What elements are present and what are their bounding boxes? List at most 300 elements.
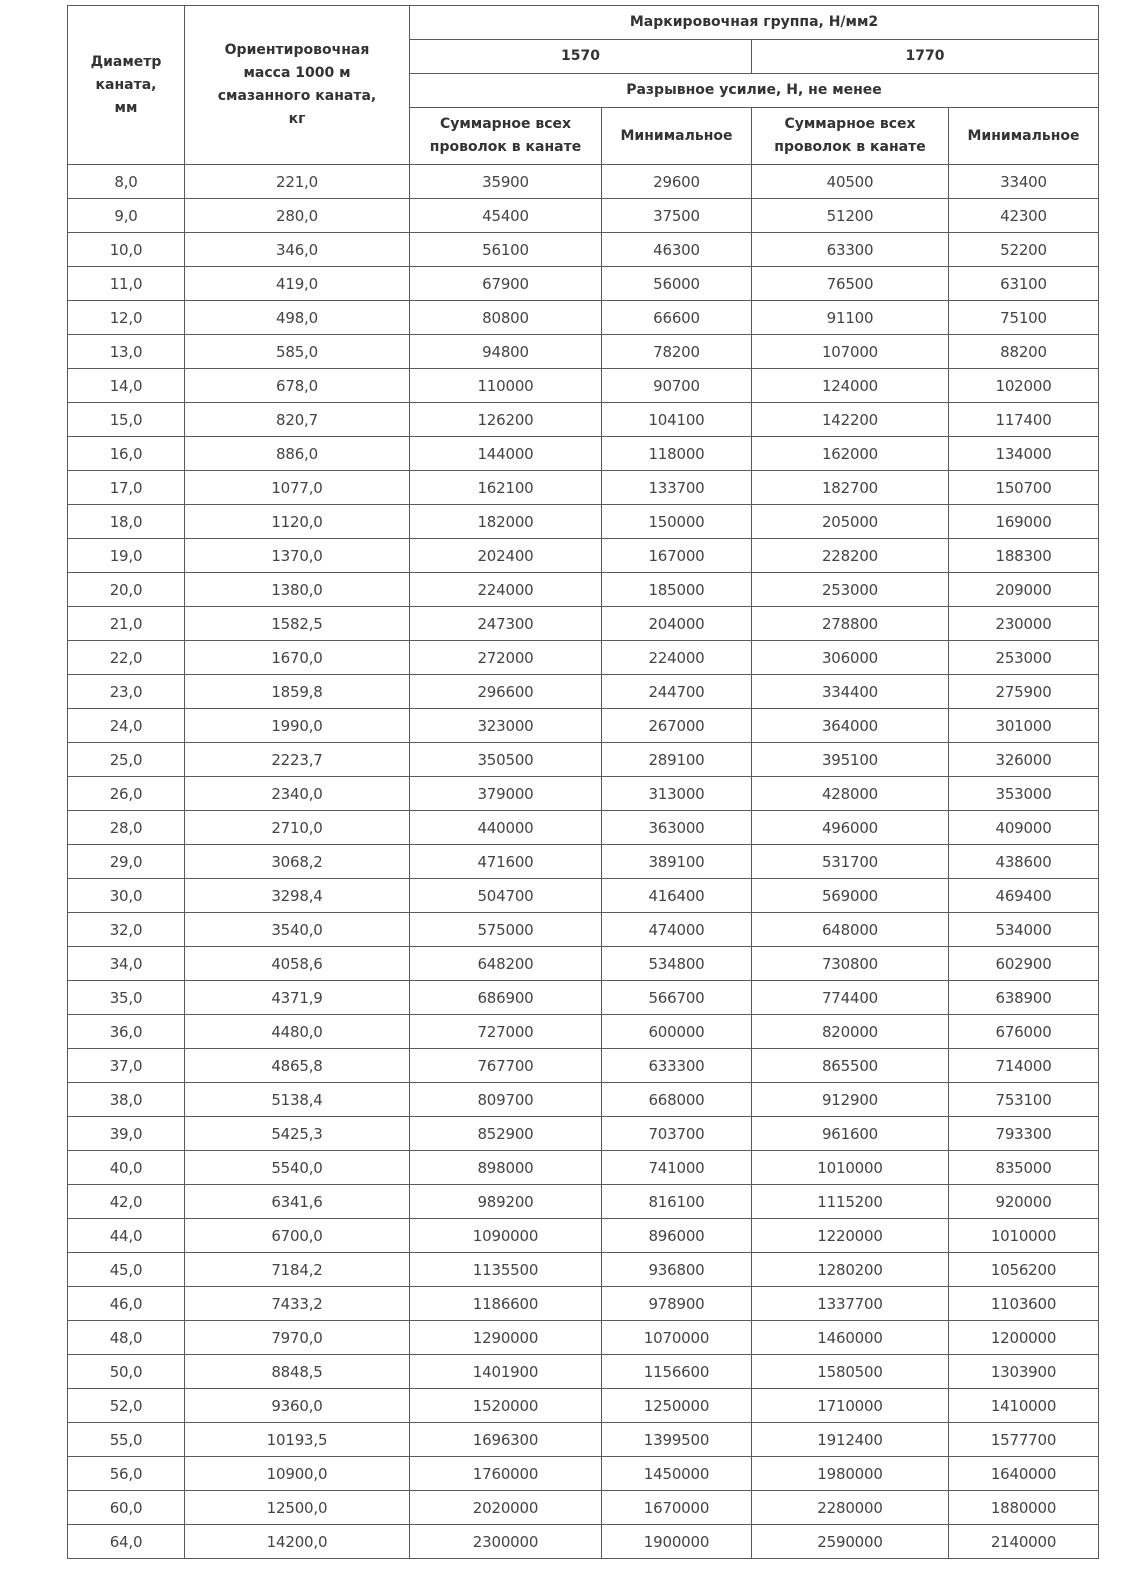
- table-row: [68, 1287, 1099, 1321]
- cell-sum-1770: 1280200: [752, 1253, 949, 1287]
- cell-min-1570: 741000: [602, 1151, 752, 1185]
- cell-sum-1770: 569000: [752, 879, 949, 913]
- cell-sum-1770: 182700: [752, 471, 949, 505]
- cell-min-1770: 438600: [949, 845, 1099, 879]
- table-row: [68, 845, 1099, 879]
- col-header-min-1770: Минимальное: [949, 108, 1099, 165]
- cell-min-1570: 566700: [602, 981, 752, 1015]
- cell-diameter: 32,0: [68, 913, 185, 947]
- cell-min-1770: 52200: [949, 233, 1099, 267]
- cell-mass: 280,0: [185, 199, 410, 233]
- cell-sum-1770: 774400: [752, 981, 949, 1015]
- cell-diameter: 40,0: [68, 1151, 185, 1185]
- cell-diameter: 42,0: [68, 1185, 185, 1219]
- cell-min-1570: 416400: [602, 879, 752, 913]
- cell-min-1570: 1156600: [602, 1355, 752, 1389]
- cell-sum-1770: 1580500: [752, 1355, 949, 1389]
- table-row: [68, 1525, 1099, 1559]
- cell-min-1770: 1200000: [949, 1321, 1099, 1355]
- cell-min-1570: 816100: [602, 1185, 752, 1219]
- cell-min-1770: 253000: [949, 641, 1099, 675]
- cell-min-1770: 102000: [949, 369, 1099, 403]
- cell-min-1570: 289100: [602, 743, 752, 777]
- cell-diameter: 45,0: [68, 1253, 185, 1287]
- cell-sum-1570: 648200: [410, 947, 602, 981]
- cell-diameter: 12,0: [68, 301, 185, 335]
- cell-sum-1570: 2020000: [410, 1491, 602, 1525]
- cell-min-1770: 602900: [949, 947, 1099, 981]
- cell-sum-1570: 767700: [410, 1049, 602, 1083]
- cell-sum-1570: 323000: [410, 709, 602, 743]
- col-header-group-1770: 1770: [752, 40, 1099, 74]
- cell-min-1570: 1250000: [602, 1389, 752, 1423]
- table-header: [68, 6, 1099, 165]
- cell-min-1770: 920000: [949, 1185, 1099, 1219]
- cell-sum-1770: 1337700: [752, 1287, 949, 1321]
- cell-mass: 6341,6: [185, 1185, 410, 1219]
- cell-sum-1570: 110000: [410, 369, 602, 403]
- cell-min-1770: 638900: [949, 981, 1099, 1015]
- cell-min-1570: 313000: [602, 777, 752, 811]
- table-row: [68, 981, 1099, 1015]
- cell-mass: 4371,9: [185, 981, 410, 1015]
- table-row: [68, 335, 1099, 369]
- cell-min-1570: 668000: [602, 1083, 752, 1117]
- cell-mass: 9360,0: [185, 1389, 410, 1423]
- cell-min-1570: 600000: [602, 1015, 752, 1049]
- cell-sum-1570: 575000: [410, 913, 602, 947]
- cell-min-1570: 224000: [602, 641, 752, 675]
- cell-sum-1770: 1220000: [752, 1219, 949, 1253]
- cell-mass: 5540,0: [185, 1151, 410, 1185]
- cell-sum-1570: 1760000: [410, 1457, 602, 1491]
- cell-sum-1570: 247300: [410, 607, 602, 641]
- cell-min-1570: 118000: [602, 437, 752, 471]
- cell-sum-1570: 1135500: [410, 1253, 602, 1287]
- col-header-sum-1570: Суммарное всех проволок в канате: [410, 108, 602, 165]
- cell-diameter: 10,0: [68, 233, 185, 267]
- cell-diameter: 64,0: [68, 1525, 185, 1559]
- cell-diameter: 23,0: [68, 675, 185, 709]
- cell-sum-1770: 334400: [752, 675, 949, 709]
- cell-diameter: 13,0: [68, 335, 185, 369]
- cell-diameter: 39,0: [68, 1117, 185, 1151]
- cell-sum-1570: 202400: [410, 539, 602, 573]
- table-row: [68, 777, 1099, 811]
- table-row: [68, 1015, 1099, 1049]
- cell-min-1570: 90700: [602, 369, 752, 403]
- cell-diameter: 9,0: [68, 199, 185, 233]
- cell-min-1570: 1399500: [602, 1423, 752, 1457]
- cell-sum-1570: 898000: [410, 1151, 602, 1185]
- table-row: [68, 607, 1099, 641]
- cell-diameter: 8,0: [68, 165, 185, 199]
- cell-sum-1770: 278800: [752, 607, 949, 641]
- rope-spec-table: [67, 5, 1099, 1559]
- cell-diameter: 15,0: [68, 403, 185, 437]
- cell-sum-1570: 989200: [410, 1185, 602, 1219]
- cell-diameter: 37,0: [68, 1049, 185, 1083]
- cell-sum-1770: 912900: [752, 1083, 949, 1117]
- cell-sum-1570: 471600: [410, 845, 602, 879]
- cell-diameter: 26,0: [68, 777, 185, 811]
- col-header-sum-1770: Суммарное всех проволок в канате: [752, 108, 949, 165]
- cell-mass: 7433,2: [185, 1287, 410, 1321]
- cell-sum-1570: 1696300: [410, 1423, 602, 1457]
- cell-mass: 1582,5: [185, 607, 410, 641]
- cell-min-1570: 56000: [602, 267, 752, 301]
- cell-sum-1570: 350500: [410, 743, 602, 777]
- table-row: [68, 1321, 1099, 1355]
- cell-min-1770: 75100: [949, 301, 1099, 335]
- table-row: [68, 369, 1099, 403]
- cell-sum-1770: 428000: [752, 777, 949, 811]
- cell-sum-1770: 107000: [752, 335, 949, 369]
- cell-diameter: 55,0: [68, 1423, 185, 1457]
- cell-min-1570: 46300: [602, 233, 752, 267]
- cell-sum-1570: 686900: [410, 981, 602, 1015]
- cell-min-1770: 1056200: [949, 1253, 1099, 1287]
- cell-mass: 1077,0: [185, 471, 410, 505]
- cell-min-1770: 1010000: [949, 1219, 1099, 1253]
- cell-sum-1770: 1710000: [752, 1389, 949, 1423]
- col-header-diameter: Диаметр каната, мм: [68, 6, 185, 165]
- table-row: [68, 539, 1099, 573]
- table-row: [68, 573, 1099, 607]
- cell-mass: 4058,6: [185, 947, 410, 981]
- cell-mass: 678,0: [185, 369, 410, 403]
- table-row: [68, 709, 1099, 743]
- cell-mass: 2223,7: [185, 743, 410, 777]
- cell-mass: 5425,3: [185, 1117, 410, 1151]
- table-row: [68, 1457, 1099, 1491]
- table-row: [68, 437, 1099, 471]
- cell-diameter: 18,0: [68, 505, 185, 539]
- cell-mass: 3068,2: [185, 845, 410, 879]
- cell-sum-1570: 1090000: [410, 1219, 602, 1253]
- cell-sum-1770: 76500: [752, 267, 949, 301]
- cell-mass: 2710,0: [185, 811, 410, 845]
- table-row: [68, 1423, 1099, 1457]
- cell-sum-1770: 865500: [752, 1049, 949, 1083]
- cell-mass: 1120,0: [185, 505, 410, 539]
- cell-sum-1770: 2590000: [752, 1525, 949, 1559]
- cell-min-1770: 409000: [949, 811, 1099, 845]
- cell-sum-1770: 63300: [752, 233, 949, 267]
- table-row: [68, 1219, 1099, 1253]
- table-row: [68, 947, 1099, 981]
- cell-diameter: 38,0: [68, 1083, 185, 1117]
- cell-min-1770: 169000: [949, 505, 1099, 539]
- cell-min-1570: 389100: [602, 845, 752, 879]
- cell-sum-1770: 496000: [752, 811, 949, 845]
- cell-sum-1570: 1186600: [410, 1287, 602, 1321]
- cell-min-1570: 363000: [602, 811, 752, 845]
- cell-min-1770: 42300: [949, 199, 1099, 233]
- cell-diameter: 29,0: [68, 845, 185, 879]
- table-row: [68, 743, 1099, 777]
- cell-min-1570: 474000: [602, 913, 752, 947]
- cell-mass: 1380,0: [185, 573, 410, 607]
- cell-mass: 419,0: [185, 267, 410, 301]
- cell-min-1570: 703700: [602, 1117, 752, 1151]
- cell-sum-1570: 144000: [410, 437, 602, 471]
- cell-sum-1770: 51200: [752, 199, 949, 233]
- cell-mass: 2340,0: [185, 777, 410, 811]
- cell-sum-1770: 1912400: [752, 1423, 949, 1457]
- cell-diameter: 44,0: [68, 1219, 185, 1253]
- table-row: [68, 913, 1099, 947]
- table-row: [68, 165, 1099, 199]
- cell-sum-1570: 94800: [410, 335, 602, 369]
- cell-diameter: 34,0: [68, 947, 185, 981]
- cell-mass: 10193,5: [185, 1423, 410, 1457]
- cell-min-1770: 301000: [949, 709, 1099, 743]
- cell-min-1570: 896000: [602, 1219, 752, 1253]
- table-row: [68, 1117, 1099, 1151]
- cell-min-1770: 793300: [949, 1117, 1099, 1151]
- cell-min-1770: 2140000: [949, 1525, 1099, 1559]
- cell-min-1570: 37500: [602, 199, 752, 233]
- cell-min-1770: 676000: [949, 1015, 1099, 1049]
- cell-sum-1770: 306000: [752, 641, 949, 675]
- cell-diameter: 28,0: [68, 811, 185, 845]
- cell-sum-1570: 379000: [410, 777, 602, 811]
- table-row: [68, 199, 1099, 233]
- cell-min-1570: 1450000: [602, 1457, 752, 1491]
- table-body: [68, 165, 1099, 1559]
- cell-sum-1570: 272000: [410, 641, 602, 675]
- cell-diameter: 14,0: [68, 369, 185, 403]
- cell-sum-1770: 1115200: [752, 1185, 949, 1219]
- cell-sum-1770: 730800: [752, 947, 949, 981]
- cell-min-1770: 275900: [949, 675, 1099, 709]
- cell-diameter: 56,0: [68, 1457, 185, 1491]
- cell-mass: 6700,0: [185, 1219, 410, 1253]
- cell-diameter: 17,0: [68, 471, 185, 505]
- cell-min-1570: 633300: [602, 1049, 752, 1083]
- cell-diameter: 19,0: [68, 539, 185, 573]
- cell-sum-1570: 809700: [410, 1083, 602, 1117]
- table-row: [68, 403, 1099, 437]
- cell-min-1770: 209000: [949, 573, 1099, 607]
- cell-min-1770: 1880000: [949, 1491, 1099, 1525]
- cell-min-1570: 29600: [602, 165, 752, 199]
- cell-min-1570: 1900000: [602, 1525, 752, 1559]
- cell-mass: 3298,4: [185, 879, 410, 913]
- cell-mass: 1859,8: [185, 675, 410, 709]
- cell-min-1770: 326000: [949, 743, 1099, 777]
- cell-mass: 5138,4: [185, 1083, 410, 1117]
- cell-sum-1570: 35900: [410, 165, 602, 199]
- cell-sum-1770: 40500: [752, 165, 949, 199]
- cell-mass: 346,0: [185, 233, 410, 267]
- cell-min-1770: 150700: [949, 471, 1099, 505]
- cell-sum-1770: 648000: [752, 913, 949, 947]
- cell-min-1770: 835000: [949, 1151, 1099, 1185]
- cell-mass: 498,0: [185, 301, 410, 335]
- cell-min-1770: 469400: [949, 879, 1099, 913]
- col-header-mass: Ориентировочная масса 1000 м смазанного каната, кг: [185, 6, 410, 165]
- cell-sum-1770: 253000: [752, 573, 949, 607]
- cell-min-1570: 1670000: [602, 1491, 752, 1525]
- cell-mass: 585,0: [185, 335, 410, 369]
- cell-diameter: 25,0: [68, 743, 185, 777]
- cell-sum-1570: 2300000: [410, 1525, 602, 1559]
- cell-sum-1770: 1980000: [752, 1457, 949, 1491]
- cell-sum-1570: 162100: [410, 471, 602, 505]
- cell-sum-1770: 142200: [752, 403, 949, 437]
- cell-min-1770: 1103600: [949, 1287, 1099, 1321]
- cell-sum-1770: 91100: [752, 301, 949, 335]
- cell-sum-1770: 205000: [752, 505, 949, 539]
- cell-sum-1770: 1010000: [752, 1151, 949, 1185]
- table-row: [68, 811, 1099, 845]
- cell-min-1570: 150000: [602, 505, 752, 539]
- cell-min-1770: 230000: [949, 607, 1099, 641]
- cell-diameter: 35,0: [68, 981, 185, 1015]
- cell-mass: 4865,8: [185, 1049, 410, 1083]
- cell-sum-1770: 162000: [752, 437, 949, 471]
- table-row: [68, 1491, 1099, 1525]
- table-row: [68, 1151, 1099, 1185]
- table-row: [68, 1049, 1099, 1083]
- cell-mass: 3540,0: [185, 913, 410, 947]
- cell-min-1570: 1070000: [602, 1321, 752, 1355]
- table-row: [68, 1355, 1099, 1389]
- cell-min-1770: 753100: [949, 1083, 1099, 1117]
- cell-min-1570: 78200: [602, 335, 752, 369]
- table-row: [68, 1185, 1099, 1219]
- cell-min-1570: 104100: [602, 403, 752, 437]
- col-header-min-1570: Минимальное: [602, 108, 752, 165]
- table-row: [68, 471, 1099, 505]
- col-header-group-1570: 1570: [410, 40, 752, 74]
- table-row: [68, 641, 1099, 675]
- cell-min-1770: 1303900: [949, 1355, 1099, 1389]
- table-row: [68, 879, 1099, 913]
- cell-min-1770: 714000: [949, 1049, 1099, 1083]
- cell-diameter: 36,0: [68, 1015, 185, 1049]
- cell-min-1570: 244700: [602, 675, 752, 709]
- cell-min-1770: 1410000: [949, 1389, 1099, 1423]
- cell-sum-1570: 67900: [410, 267, 602, 301]
- cell-min-1570: 185000: [602, 573, 752, 607]
- cell-sum-1770: 820000: [752, 1015, 949, 1049]
- cell-sum-1570: 440000: [410, 811, 602, 845]
- cell-mass: 10900,0: [185, 1457, 410, 1491]
- cell-diameter: 52,0: [68, 1389, 185, 1423]
- cell-sum-1570: 80800: [410, 301, 602, 335]
- cell-sum-1570: 1290000: [410, 1321, 602, 1355]
- cell-diameter: 60,0: [68, 1491, 185, 1525]
- cell-min-1770: 188300: [949, 539, 1099, 573]
- cell-mass: 221,0: [185, 165, 410, 199]
- cell-min-1770: 534000: [949, 913, 1099, 947]
- cell-sum-1570: 852900: [410, 1117, 602, 1151]
- cell-sum-1570: 504700: [410, 879, 602, 913]
- table-row: [68, 301, 1099, 335]
- cell-min-1770: 1577700: [949, 1423, 1099, 1457]
- cell-mass: 14200,0: [185, 1525, 410, 1559]
- cell-mass: 7970,0: [185, 1321, 410, 1355]
- table-row: [68, 267, 1099, 301]
- cell-sum-1570: 126200: [410, 403, 602, 437]
- table-row: [68, 505, 1099, 539]
- cell-sum-1770: 2280000: [752, 1491, 949, 1525]
- cell-diameter: 24,0: [68, 709, 185, 743]
- cell-diameter: 30,0: [68, 879, 185, 913]
- cell-mass: 1990,0: [185, 709, 410, 743]
- cell-sum-1570: 727000: [410, 1015, 602, 1049]
- cell-sum-1570: 182000: [410, 505, 602, 539]
- cell-mass: 886,0: [185, 437, 410, 471]
- cell-mass: 4480,0: [185, 1015, 410, 1049]
- cell-sum-1770: 364000: [752, 709, 949, 743]
- cell-mass: 820,7: [185, 403, 410, 437]
- cell-diameter: 11,0: [68, 267, 185, 301]
- cell-sum-1770: 531700: [752, 845, 949, 879]
- cell-min-1770: 88200: [949, 335, 1099, 369]
- cell-min-1770: 33400: [949, 165, 1099, 199]
- cell-diameter: 48,0: [68, 1321, 185, 1355]
- cell-sum-1770: 395100: [752, 743, 949, 777]
- cell-sum-1570: 45400: [410, 199, 602, 233]
- table-row: [68, 675, 1099, 709]
- cell-diameter: 20,0: [68, 573, 185, 607]
- cell-min-1770: 353000: [949, 777, 1099, 811]
- table-row: [68, 1389, 1099, 1423]
- table-row: [68, 233, 1099, 267]
- cell-sum-1570: 1520000: [410, 1389, 602, 1423]
- cell-min-1570: 204000: [602, 607, 752, 641]
- cell-mass: 7184,2: [185, 1253, 410, 1287]
- cell-sum-1770: 1460000: [752, 1321, 949, 1355]
- cell-min-1770: 63100: [949, 267, 1099, 301]
- cell-diameter: 50,0: [68, 1355, 185, 1389]
- cell-sum-1570: 1401900: [410, 1355, 602, 1389]
- cell-sum-1770: 228200: [752, 539, 949, 573]
- cell-sum-1570: 56100: [410, 233, 602, 267]
- header-row-1: [68, 6, 1099, 40]
- cell-min-1570: 133700: [602, 471, 752, 505]
- table-row: [68, 1253, 1099, 1287]
- cell-min-1570: 267000: [602, 709, 752, 743]
- cell-min-1570: 534800: [602, 947, 752, 981]
- table-row: [68, 1083, 1099, 1117]
- cell-sum-1770: 961600: [752, 1117, 949, 1151]
- cell-sum-1570: 296600: [410, 675, 602, 709]
- cell-diameter: 21,0: [68, 607, 185, 641]
- cell-min-1770: 134000: [949, 437, 1099, 471]
- cell-mass: 12500,0: [185, 1491, 410, 1525]
- cell-min-1570: 936800: [602, 1253, 752, 1287]
- cell-diameter: 22,0: [68, 641, 185, 675]
- cell-min-1770: 117400: [949, 403, 1099, 437]
- col-header-marking-group: Маркировочная группа, Н/мм2: [410, 6, 1099, 40]
- cell-sum-1770: 124000: [752, 369, 949, 403]
- cell-diameter: 16,0: [68, 437, 185, 471]
- cell-min-1770: 1640000: [949, 1457, 1099, 1491]
- cell-mass: 1370,0: [185, 539, 410, 573]
- cell-mass: 1670,0: [185, 641, 410, 675]
- cell-mass: 8848,5: [185, 1355, 410, 1389]
- cell-sum-1570: 224000: [410, 573, 602, 607]
- cell-min-1570: 978900: [602, 1287, 752, 1321]
- cell-diameter: 46,0: [68, 1287, 185, 1321]
- col-header-breaking-force: Разрывное усилие, Н, не менее: [410, 74, 1099, 108]
- cell-min-1570: 167000: [602, 539, 752, 573]
